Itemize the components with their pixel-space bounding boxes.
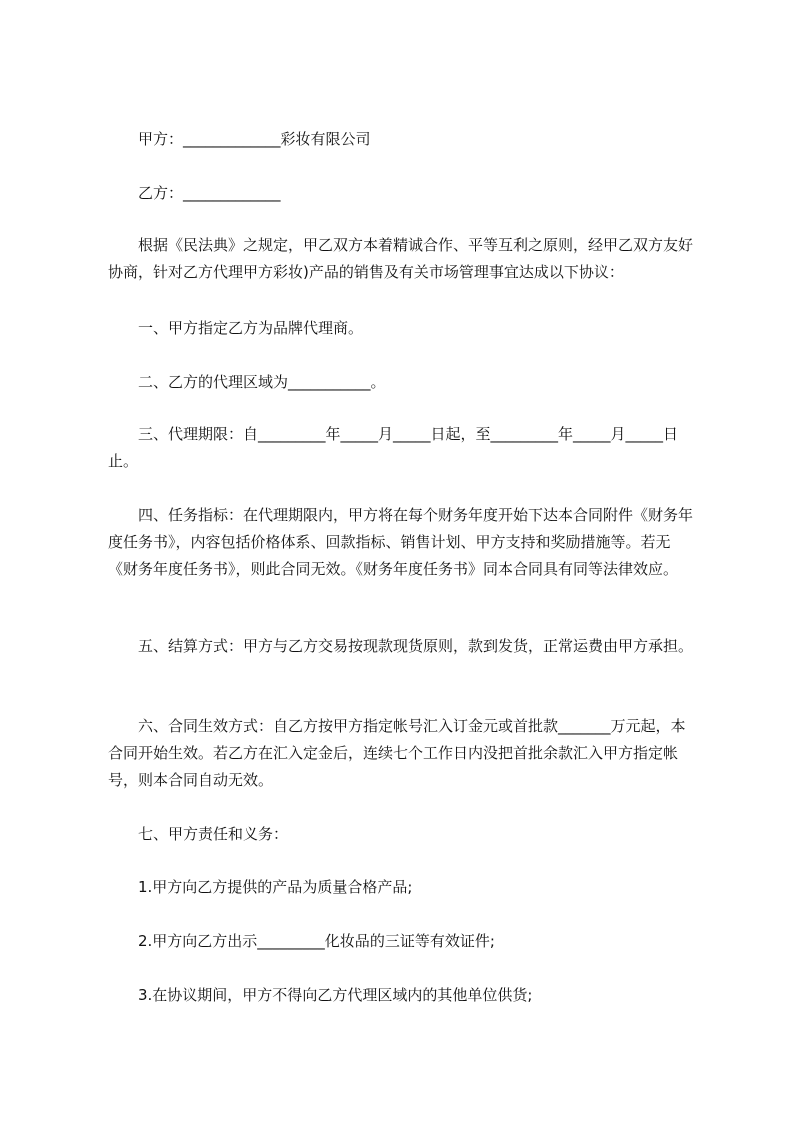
- clause-7-title: 七、甲方责任和义务：: [138, 825, 289, 843]
- preamble-paragraph: 根据《民法典》之规定，甲乙双方本着精诚合作、平等互利之原则，经甲乙双方友好协商，针对乙方代理甲方彩妆)产品的销售及有关市场管理事宜达成以下协议：: [108, 236, 694, 281]
- party-a-line: 甲方：_____________彩妆有限公司: [138, 130, 371, 148]
- clause-1: 一、甲方指定乙方为品牌代理商。: [138, 319, 364, 337]
- clause-6: 六、合同生效方式：自乙方按甲方指定帐号汇入订金元或首批款_______万元起，本合同开始生效。若乙方在汇入定金后，连续七个工作日内没把首批余款汇入甲方指定帐号，则本合同自动无效。: [108, 717, 686, 789]
- clause-7-item-2: 2.甲方向乙方出示_________化妆品的三证等有效证件;: [138, 932, 495, 950]
- clause-5: 五、结算方式：甲方与乙方交易按现款现货原则，款到发货，正常运费由甲方承担。: [138, 637, 694, 655]
- clause-7-item-3: 3.在协议期间，甲方不得向乙方代理区域内的其他单位供货;: [138, 986, 533, 1004]
- clause-7-item-1: 1.甲方向乙方提供的产品为质量合格产品;: [138, 878, 413, 896]
- clause-4: 四、任务指标：在代理期限内，甲方将在每个财务年度开始下达本合同附件《财务年度任务书》，内容包括价格体系、回款指标、销售计划、甲方支持和奖励措施等。若无《财务年度任务书》，则此合同无效。《财务年度任务书》同本合同具有同等法律效应。: [108, 506, 694, 578]
- clause-3: 三、代理期限：自_________年_____月_____日起，至_________年_____月_____日止。: [108, 425, 679, 470]
- clause-2: 二、乙方的代理区域为___________。: [138, 373, 386, 391]
- party-b-line: 乙方：_____________: [138, 184, 281, 202]
